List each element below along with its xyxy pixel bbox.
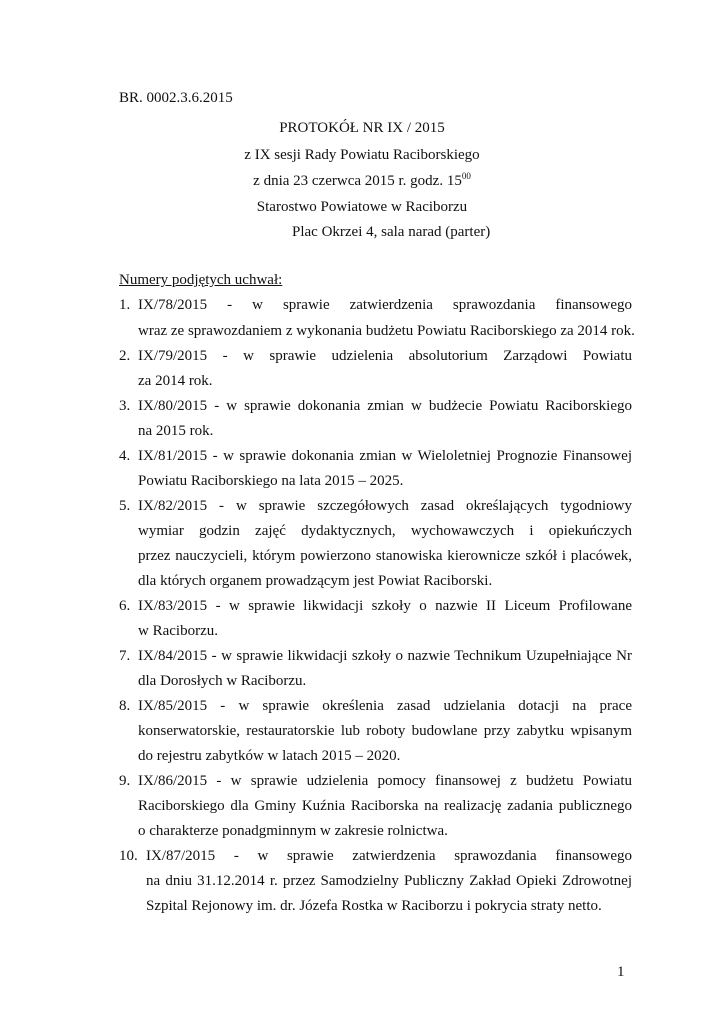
list-item-line: IX/85/2015 - w sprawie określenia zasad udzielania dotacji na prace [138, 698, 632, 714]
list-item-line: IX/84/2015 - w sprawie likwidacji szkoły o nazwie Technikum Uzupełniające Nr [138, 648, 632, 664]
address-line: Plac Okrzei 4, sala narad (parter) [292, 224, 491, 240]
list-item-line: Szpital Rejonowy im. dr. Józefa Rostka w Raciborzu i pokrycia straty netto. [146, 898, 602, 914]
document-title: PROTOKÓŁ NR IX / 2015 [279, 120, 445, 136]
list-item-line: na dniu 31.12.2014 r. przez Samodzielny Publiczny Zakład Opieki Zdrowotnej [146, 873, 632, 889]
resolutions-heading: Numery podjętych uchwał: [119, 272, 283, 288]
time-superscript: 00 [461, 171, 471, 181]
date-line [0, 172, 724, 190]
list-item-line: Raciborskiego dla Gminy Kuźnia Raciborska na realizację zadania publicznego [138, 798, 632, 814]
list-item-line: IX/86/2015 - w sprawie udzielenia pomocy finansowej z budżetu Powiatu [138, 773, 632, 789]
list-item-line: na 2015 rok. [138, 423, 214, 439]
list-item-number: 3. [119, 398, 131, 414]
list-item-line: w Raciborzu. [138, 623, 218, 639]
list-item-line: do rejestru zabytków w latach 2015 – 2020. [138, 748, 401, 764]
list-item-line: IX/87/2015 - w sprawie zatwierdzenia sprawozdania finansowego [146, 848, 632, 864]
list-item-line: IX/82/2015 - w sprawie szczegółowych zasad określających tygodniowy [138, 498, 632, 514]
document-reference: BR. 0002.3.6.2015 [119, 90, 233, 106]
list-item-number: 7. [119, 648, 131, 664]
list-item-line: IX/80/2015 - w sprawie dokonania zmian w budżecie Powiatu Raciborskiego [138, 398, 632, 414]
list-item-number: 2. [119, 348, 131, 364]
list-item-number: 9. [119, 773, 131, 789]
list-item-line: IX/78/2015 - w sprawie zatwierdzenia sprawozdania finansowego [138, 297, 632, 313]
page-number: 1 [617, 964, 625, 980]
list-item-line: Powiatu Raciborskiego na lata 2015 – 2025. [138, 473, 404, 489]
list-item-line: za 2014 rok. [138, 373, 213, 389]
list-item-number: 8. [119, 698, 131, 714]
list-item-line: o charakterze ponadgminnym w zakresie rolnictwa. [138, 823, 448, 839]
list-item-number: 10. [119, 848, 138, 864]
list-item-line: przez nauczycieli, którym powierzono stanowiska kierownicze szkół i placówek, [138, 548, 632, 564]
list-item-line: IX/83/2015 - w sprawie likwidacji szkoły o nazwie II Liceum Profilowane [138, 598, 632, 614]
session-line: z IX sesji Rady Powiatu Raciborskiego [244, 147, 480, 163]
office-line: Starostwo Powiatowe w Raciborzu [256, 199, 468, 215]
list-item-number: 4. [119, 448, 131, 464]
list-item-line: IX/79/2015 - w sprawie udzielenia absolutorium Zarządowi Powiatu [138, 348, 632, 364]
list-item-number: 6. [119, 598, 131, 614]
list-item-line: dla Dorosłych w Raciborzu. [138, 673, 307, 689]
list-item-line: konserwatorskie, restauratorskie lub roboty budowlane przy zabytku wpisanym [138, 723, 632, 739]
list-item-line: wraz ze sprawozdaniem z wykonania budżetu Powiatu Raciborskiego za 2014 rok. [138, 323, 635, 339]
list-item-line: IX/81/2015 - w sprawie dokonania zmian w Wieloletniej Prognozie Finansowej [138, 448, 632, 464]
date-text: z dnia 23 czerwca 2015 r. godz. 15 [253, 173, 462, 189]
list-item-line: wymiar godzin zajęć dydaktycznych, wychowawczych i opiekuńczych [138, 523, 632, 539]
list-item-number: 1. [119, 297, 131, 313]
list-item-number: 5. [119, 498, 131, 514]
list-item-line: dla których organem prowadzącym jest Powiat Raciborski. [138, 573, 493, 589]
